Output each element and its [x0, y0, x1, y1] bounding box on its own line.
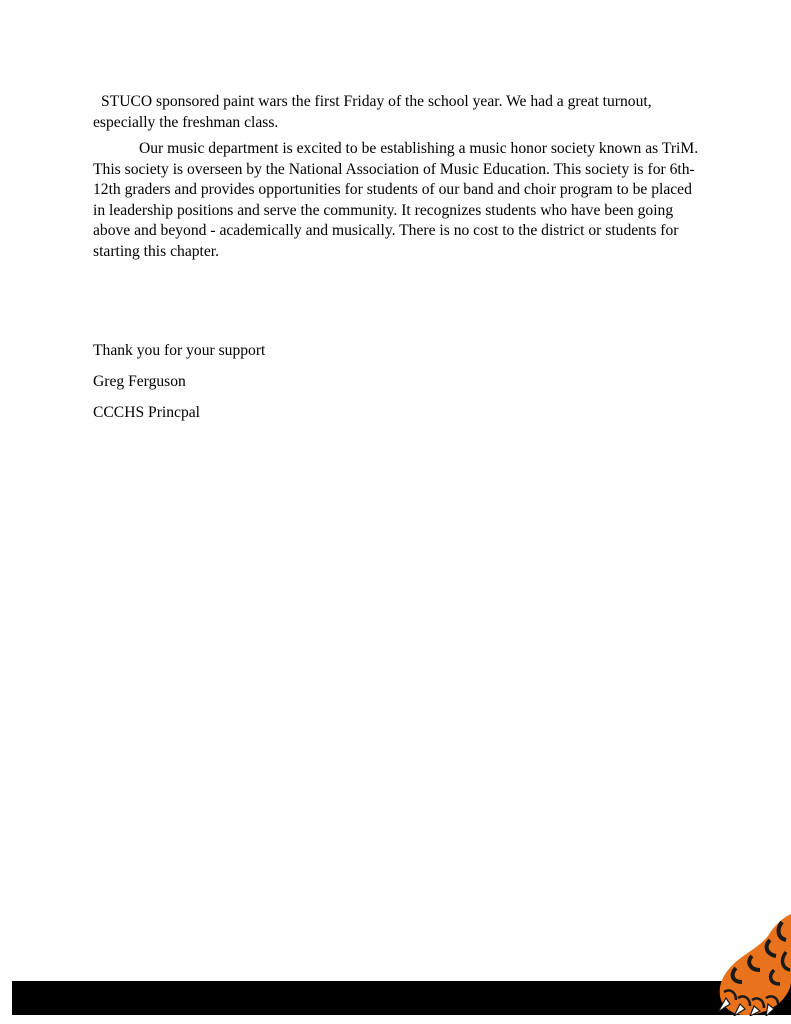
paragraph-paint-wars: STUCO sponsored paint wars the first Friday of the school year. We had a great turnout, especially the freshman class. [93, 93, 652, 131]
footer-bar [12, 981, 791, 1015]
paragraph-music-society: Our music department is excited to be establishing a music honor society known as TriM. This society is overseen by the National Association of Music Education. This society is for 6th-12th graders and provides opportunities for students of our band and choir program to be placed in leadership positions and serve the community. It recognizes students who have been going above and beyond - academically and musically. There is no cost to the district or students for starting this chapter. [93, 140, 699, 260]
closing-thanks: Thank you for your support [93, 342, 266, 359]
tiger-paw-icon [712, 912, 791, 1016]
signature-title: CCCHS Princpal [93, 404, 201, 421]
letter-body [93, 92, 703, 262]
signature-name: Greg Ferguson [93, 373, 186, 390]
